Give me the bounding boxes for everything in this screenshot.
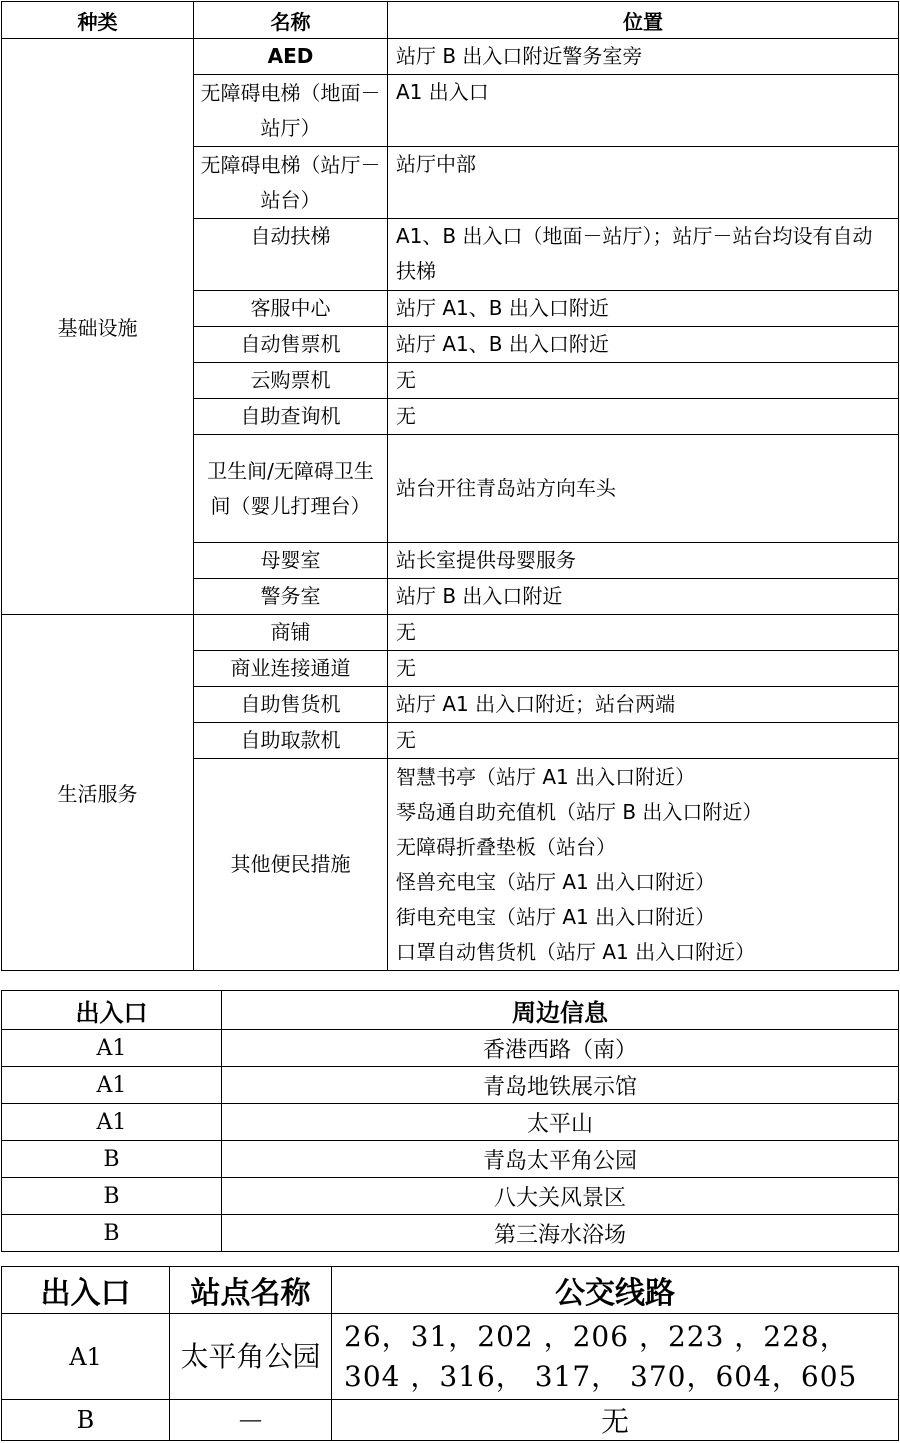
exit-cell: B	[2, 1178, 222, 1215]
stop-cell: 太平角公园	[170, 1314, 332, 1400]
facility-position: 无	[388, 399, 899, 435]
header-category: 种类	[2, 2, 194, 39]
facility-position: 站厅 B 出入口附近警务室旁	[388, 39, 899, 75]
facility-name: 卫生间/无障碍卫生间（婴儿打理台）	[194, 435, 388, 543]
list-item: 街电充电宝（站厅 A1 出入口附近）	[396, 904, 716, 929]
info-cell: 青岛太平角公园	[222, 1141, 899, 1178]
header-exit: 出入口	[2, 991, 222, 1030]
table-row	[2, 1067, 899, 1104]
facility-position: A1 出入口	[388, 75, 899, 147]
facility-name: 母婴室	[194, 543, 388, 579]
exit-cell: A1	[2, 1067, 222, 1104]
facility-position: A1、B 出入口（地面－站厅）；站厅－站台均设有自动扶梯	[388, 219, 899, 291]
info-cell: 香港西路（南）	[222, 1030, 899, 1067]
facilities-header-row	[2, 2, 899, 39]
header-bus-routes: 公交线路	[332, 1267, 899, 1314]
header-stop-name: 站点名称	[170, 1267, 332, 1314]
table-row	[2, 1178, 899, 1215]
bus-table	[1, 1266, 899, 1441]
facility-position: 无	[388, 651, 899, 687]
facility-name: 自动售票机	[194, 327, 388, 363]
exit-cell: B	[2, 1400, 170, 1441]
facility-position: 站厅 B 出入口附近	[388, 579, 899, 615]
facility-position: 站台开往青岛站方向车头	[388, 435, 899, 543]
other-facilities-list	[388, 759, 899, 971]
facility-position: 站长室提供母婴服务	[388, 543, 899, 579]
category-life: 生活服务	[2, 615, 194, 971]
exit-cell: B	[2, 1215, 222, 1252]
info-cell: 第三海水浴场	[222, 1215, 899, 1252]
table-row	[2, 1141, 899, 1178]
list-item: 智慧书亭（站厅 A1 出入口附近）	[396, 764, 696, 789]
surroundings-table	[1, 990, 899, 1252]
facility-name: 云购票机	[194, 363, 388, 399]
exit-cell: B	[2, 1141, 222, 1178]
facility-name: 无障碍电梯（地面－站厅）	[194, 75, 388, 147]
list-item: 琴岛通自助充值机（站厅 B 出入口附近）	[396, 799, 763, 824]
facility-position: 无	[388, 615, 899, 651]
info-cell: 青岛地铁展示馆	[222, 1067, 899, 1104]
header-name: 名称	[194, 2, 388, 39]
facility-name: 自助取款机	[194, 723, 388, 759]
table-row	[2, 1215, 899, 1252]
table-row	[2, 1400, 899, 1441]
facility-position: 无	[388, 363, 899, 399]
exit-cell: A1	[2, 1104, 222, 1141]
list-item: 怪兽充电宝（站厅 A1 出入口附近）	[396, 869, 716, 894]
facility-name: 自助售货机	[194, 687, 388, 723]
info-cell: 八大关风景区	[222, 1178, 899, 1215]
facility-position: 站厅 A1、B 出入口附近	[388, 327, 899, 363]
routes-cell: 26，31，202 ，206 ，223 ，228，304 ，316， 317， 370，604，605	[332, 1314, 899, 1400]
table-row	[2, 1104, 899, 1141]
category-basic: 基础设施	[2, 39, 194, 615]
facility-name: AED	[194, 39, 388, 75]
header-exit: 出入口	[2, 1267, 170, 1314]
table-row	[2, 615, 899, 651]
facility-position: 无	[388, 723, 899, 759]
table-row	[2, 39, 899, 75]
facility-position: 站厅 A1 出入口附近；站台两端	[388, 687, 899, 723]
table-row	[2, 1314, 899, 1400]
header-surrounding-info: 周边信息	[222, 991, 899, 1030]
facility-position: 站厅中部	[388, 147, 899, 219]
table-row	[2, 1030, 899, 1067]
facility-name: 警务室	[194, 579, 388, 615]
list-item: 无障碍折叠垫板（站台）	[396, 834, 616, 859]
routes-cell: 无	[332, 1400, 899, 1441]
facility-name: 商铺	[194, 615, 388, 651]
surroundings-header-row	[2, 991, 899, 1030]
facility-name: 自助查询机	[194, 399, 388, 435]
header-position: 位置	[388, 2, 899, 39]
exit-cell: A1	[2, 1314, 170, 1400]
facility-name: 商业连接通道	[194, 651, 388, 687]
exit-cell: A1	[2, 1030, 222, 1067]
facility-position: 站厅 A1、B 出入口附近	[388, 291, 899, 327]
stop-cell: －	[170, 1400, 332, 1441]
facility-name: 无障碍电梯（站厅－站台）	[194, 147, 388, 219]
list-item: 口罩自动售货机（站厅 A1 出入口附近）	[396, 939, 756, 964]
facility-name: 其他便民措施	[194, 759, 388, 971]
info-cell: 太平山	[222, 1104, 899, 1141]
facility-name: 客服中心	[194, 291, 388, 327]
bus-header-row	[2, 1267, 899, 1314]
facility-name: 自动扶梯	[194, 219, 388, 291]
facilities-table	[1, 1, 899, 971]
